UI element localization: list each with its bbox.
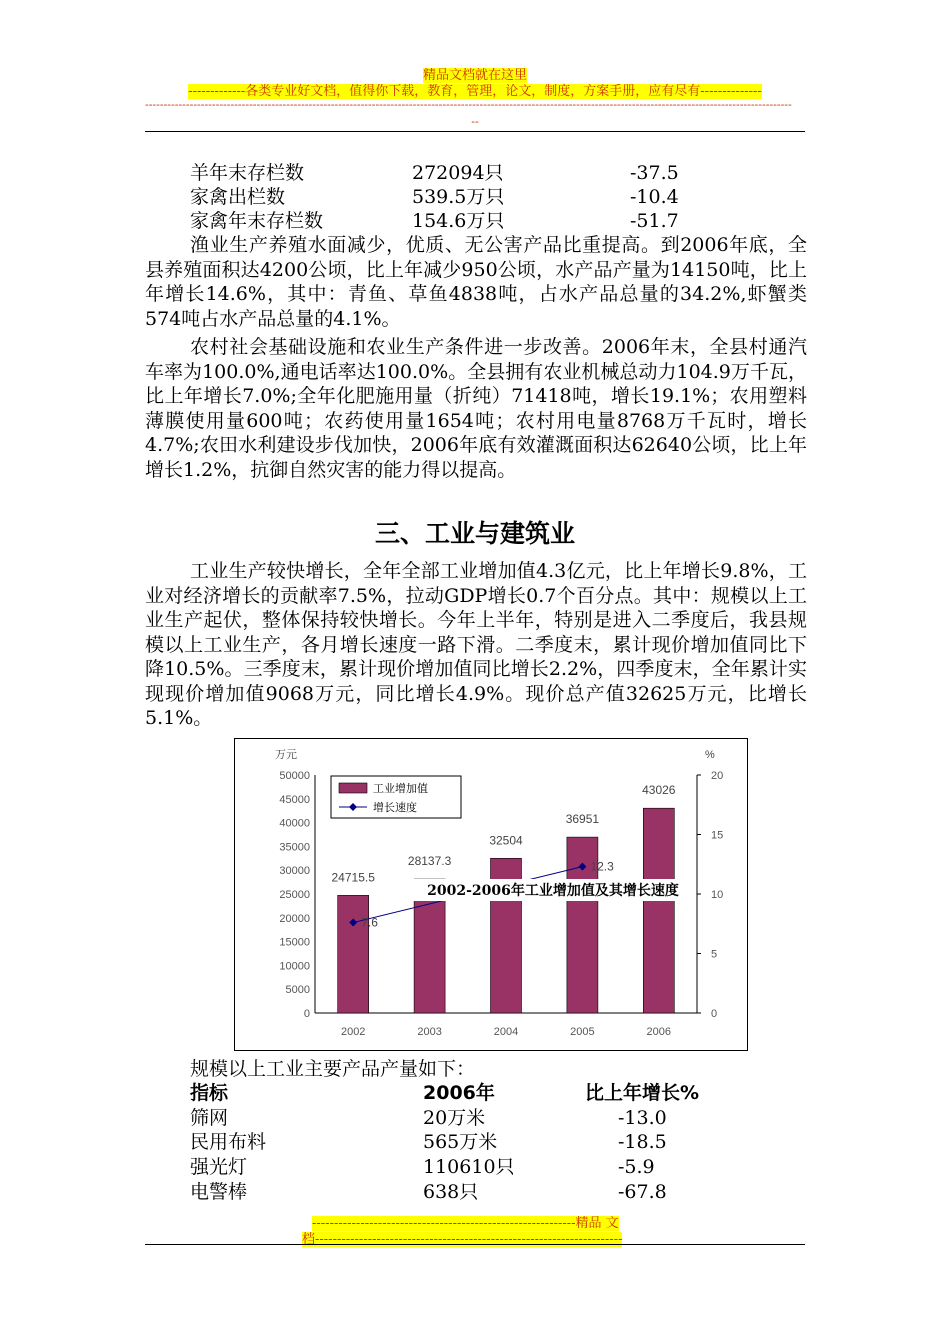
y-tick-label: 10000 <box>279 960 310 973</box>
bar <box>338 895 369 1013</box>
product-row <box>190 1180 667 1204</box>
y2-tick-label: 10 <box>711 889 724 901</box>
y-tick-label: 30000 <box>279 865 310 878</box>
livestock-row <box>190 185 679 209</box>
row-name: 家禽出栏数 <box>190 186 286 208</box>
bar <box>643 808 674 1013</box>
x-tick-label: 2006 <box>646 1026 672 1038</box>
bar-value-label: 32504 <box>489 833 523 848</box>
fishery-paragraph: 渔业生产养殖水面减少，优质、无公害产品比重提高。到2006年底，全县养殖面积达4200公顷，比上年减少950公顷，水产品产量为14150吨，比上年增长14.6%，其中：青鱼、草鱼4838吨，占水产品总量的34.2%,虾蟹类574吨占水产品总量的4.1%。 <box>145 234 807 330</box>
row-change: -5.9 <box>618 1156 655 1178</box>
header-subtitle: -------------各类专业好文档，值得你下载，教育，管理，论文，制度，方案手册，应有尽有-------------- <box>188 84 762 99</box>
legend-bar-swatch <box>339 783 367 793</box>
row-change: -67.8 <box>618 1181 667 1203</box>
x-tick-label: 2005 <box>570 1026 595 1038</box>
row-change: -13.0 <box>618 1107 667 1129</box>
growth-value-label: 12.3 <box>590 859 614 874</box>
x-tick-label: 2004 <box>493 1026 519 1038</box>
header-rule <box>145 131 805 132</box>
row-name: 电警棒 <box>190 1181 248 1203</box>
growth-value-label: 7.6 <box>361 915 378 930</box>
industry-chart <box>234 738 748 1051</box>
row-change: -37.5 <box>630 162 679 184</box>
row-value: 539.5万只 <box>412 186 505 208</box>
footer-text-2: 档---------------------------------------------------------------------- <box>302 1232 623 1247</box>
products-header <box>190 1081 700 1105</box>
row-value: 110610只 <box>423 1156 515 1178</box>
y-tick-label: 45000 <box>279 793 310 806</box>
y-tick-label: 50000 <box>279 770 310 782</box>
y-tick-label: 20000 <box>279 912 310 925</box>
product-row <box>190 1106 667 1130</box>
footer-rule <box>145 1244 805 1245</box>
livestock-row <box>190 209 679 233</box>
footer-text-1: ------------------------------------------------------------精品 文 <box>312 1216 619 1231</box>
y-tick-label: 5000 <box>285 984 310 997</box>
header-value: 2006年 <box>423 1082 495 1104</box>
bar-value-label: 36951 <box>565 812 600 827</box>
y-tick-label: 40000 <box>279 817 310 830</box>
y-tick-label: 25000 <box>279 889 310 901</box>
row-change: -51.7 <box>630 210 679 232</box>
bar-value-label: 24715.5 <box>331 870 375 885</box>
row-value: 272094只 <box>412 162 504 184</box>
y-tick-label: 35000 <box>279 841 310 854</box>
bar-value-label: 43026 <box>642 783 676 798</box>
y-tick-label: 15000 <box>279 936 310 949</box>
chart-title: 2002-2006年工业增加值及其增长速度 <box>427 883 679 899</box>
y2-tick-label: 15 <box>711 829 724 842</box>
header-dashes: ------------------------------------------------------------------------------------------------------------------------------------------------------------------------------ <box>145 98 792 111</box>
header-dashes-tail: -- <box>471 115 479 128</box>
row-value: 565万米 <box>423 1131 498 1153</box>
row-name: 筛网 <box>190 1107 229 1129</box>
row-name: 民用布料 <box>190 1131 267 1153</box>
row-name: 强光灯 <box>190 1156 248 1178</box>
header-name: 指标 <box>190 1082 229 1104</box>
products-lead: 规模以上工业主要产品产量如下： <box>190 1058 476 1080</box>
y2-axis-unit: % <box>705 749 715 761</box>
legend-bar-label: 工业增加值 <box>373 782 428 795</box>
product-row <box>190 1130 667 1154</box>
row-name: 家禽年末存栏数 <box>190 210 324 232</box>
x-tick-label: 2002 <box>340 1026 366 1038</box>
row-value: 20万米 <box>423 1107 486 1129</box>
livestock-row <box>190 161 679 185</box>
product-row <box>190 1155 655 1179</box>
row-change: -10.4 <box>630 186 679 208</box>
chart-svg <box>235 739 747 1050</box>
row-change: -18.5 <box>618 1131 667 1153</box>
y2-tick-label: 5 <box>711 948 718 961</box>
x-tick-label: 2003 <box>417 1026 442 1038</box>
y2-tick-label: 0 <box>711 1008 718 1020</box>
row-value: 638只 <box>423 1181 479 1203</box>
y-tick-label: 0 <box>303 1008 310 1020</box>
row-name: 羊年末存栏数 <box>190 162 305 184</box>
rural-paragraph: 农村社会基础设施和农业生产条件进一步改善。2006年末，全县村通汽车率为100.0%,通电话率达100.0%。全县拥有农业机械总动力104.9万千瓦，比上年增长7.0%;全年化肥施用量（折纯）71418吨，增长19.1%；农用塑料薄膜使用量600吨；农药使用量1654吨；农村用电量8768万千瓦时，增长4.7%;农田水利建设步伐加快，2006年底有效灌溉面积达62640公顷，比上年增长1.2%，抗御自然灾害的能力得以提高。 <box>145 336 807 481</box>
section-title: 三、工业与建筑业 <box>374 519 575 548</box>
industry-paragraph: 工业生产较快增长，全年全部工业增加值4.3亿元，比上年增长9.8%，工业对经济增长的贡献率7.5%，拉动GDP增长0.7个百分点。其中：规模以上工业生产起伏，整体保持较快增长。今年上半年，特别是进入二季度后，我县规模以上工业生产，各月增长速度一路下滑。二季度末，累计现价增加值同比下降10.5%。三季度末，累计现价增加值同比增长2.2%，四季度末，全年累计实现现价增加值9068万元，同比增长4.9%。现价总产值32625万元，比增长5.1%。 <box>145 560 807 729</box>
row-value: 154.6万只 <box>412 210 505 232</box>
y-axis-unit: 万元 <box>275 748 297 761</box>
y2-tick-label: 20 <box>711 770 724 782</box>
header-title: 精品文档就在这里 <box>422 68 527 83</box>
bar-value-label: 28137.3 <box>407 854 452 869</box>
legend-line-label: 增长速度 <box>373 801 417 814</box>
header-change: 比上年增长% <box>585 1082 700 1104</box>
